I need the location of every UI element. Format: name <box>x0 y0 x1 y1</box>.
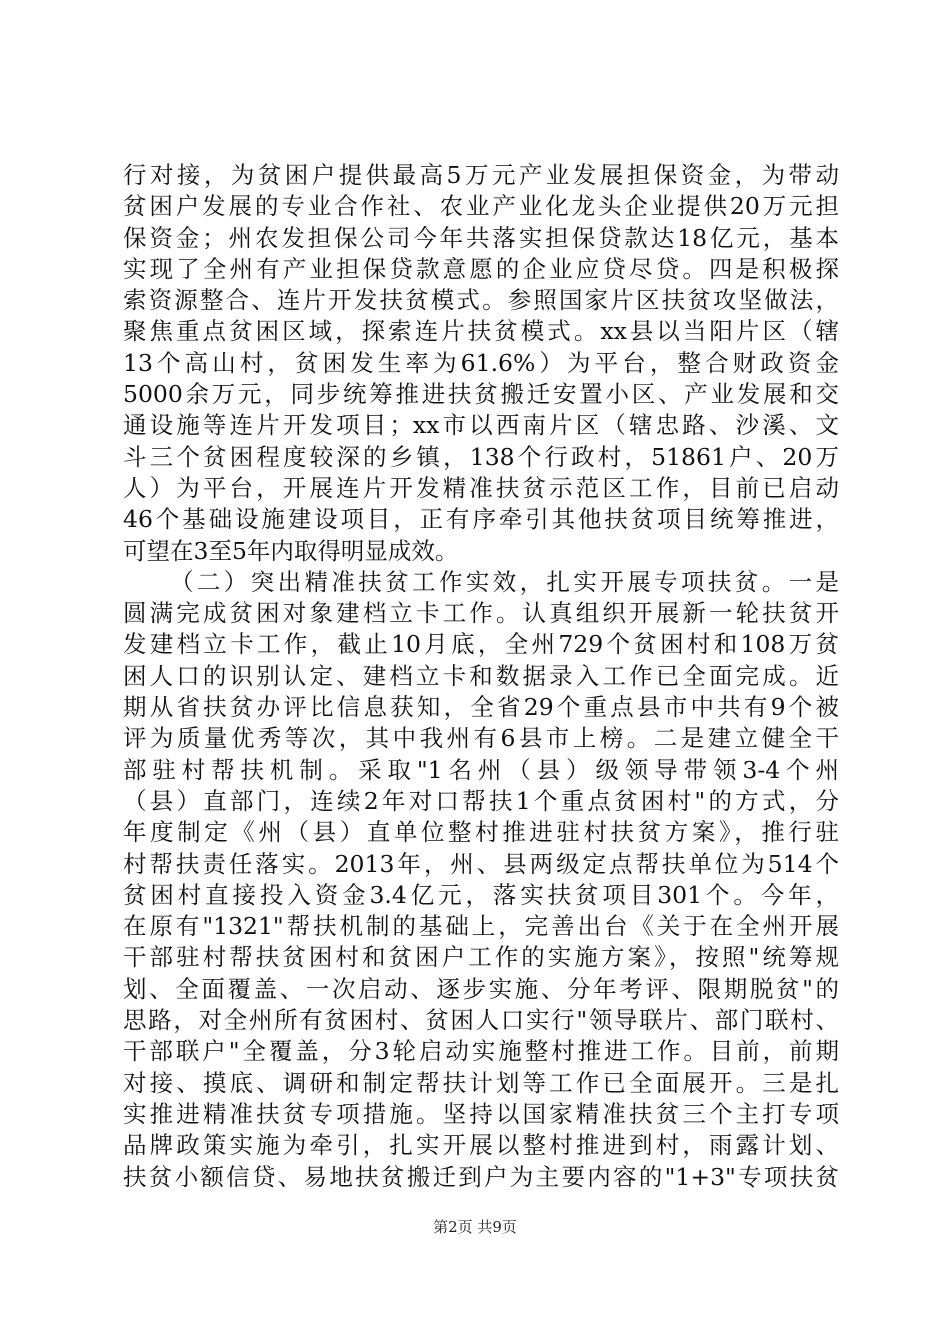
page-number: 第2页 共9页 <box>433 1218 517 1236</box>
text-line: 年度制定《州（县）直单位整村推进驻村扶贫方案》，推行驻 <box>123 818 839 847</box>
text-line: 聚焦重点贫困区域，探索连片扶贫模式。xx县以当阳片区（辖 <box>123 317 839 346</box>
text-line: 贫困村直接投入资金3.4亿元，落实扶贫项目301个。今年， <box>123 880 839 909</box>
text-line: 扶贫小额信贷、易地扶贫搬迁到户为主要内容的"1+3"专项扶贫 <box>123 1162 839 1191</box>
text-line: （二）突出精准扶贫工作实效，扎实开展专项扶贫。一是 <box>170 567 839 596</box>
text-line: 干部联户"全覆盖，分3轮启动实施整村推进工作。目前，前期 <box>123 1037 839 1066</box>
text-line: 13个高山村，贫困发生率为61.6%）为平台，整合财政资金 <box>123 348 839 377</box>
text-line: 实推进精准扶贫专项措施。坚持以国家精准扶贫三个主打专项 <box>123 1099 839 1128</box>
text-line: 划、全面覆盖、一次启动、逐步实施、分年考评、限期脱贫"的 <box>123 974 839 1003</box>
text-line: 行对接，为贫困户提供最高5万元产业发展担保资金，为带动 <box>123 161 839 189</box>
text-line: 困人口的识别认定、建档立卡和数据录入工作已全面完成。近 <box>123 661 839 690</box>
text-line: 斗三个贫困程度较深的乡镇，138个行政村，51861户、20万 <box>123 442 839 471</box>
text-line: （县）直部门，连续2年对口帮扶1个重点贫困村"的方式，分 <box>123 786 839 815</box>
text-line: 评为质量优秀等次，其中我州有6县市上榜。二是建立健全干 <box>123 724 839 753</box>
text-line: 思路，对全州所有贫困村、贫困人口实行"领导联片、部门联村、 <box>123 1006 839 1035</box>
text-line: 干部驻村帮扶贫困村和贫困户工作的实施方案》，按照"统筹规 <box>123 943 839 972</box>
text-line: 人）为平台，开展连片开发精准扶贫示范区工作，目前已启动 <box>123 473 839 502</box>
text-line: 索资源整合、连片开发扶贫模式。参照国家片区扶贫攻坚做法， <box>123 286 839 315</box>
text-line: 46个基础设施建设项目，正有序牵引其他扶贫项目统筹推进， <box>123 505 839 534</box>
text-line: 在原有"1321"帮扶机制的基础上，完善出台《关于在全州开展 <box>123 912 839 941</box>
text-line: 对接、摸底、调研和制定帮扶计划等工作已全面展开。三是扎 <box>123 1068 839 1097</box>
text-line: 期从省扶贫办评比信息获知，全省29个重点县市中共有9个被 <box>123 693 839 722</box>
text-line: 品牌政策实施为牵引，扎实开展以整村推进到村，雨露计划、 <box>123 1131 839 1160</box>
text-line: 发建档立卡工作，截止10月底，全州729个贫困村和108万贫 <box>123 630 839 659</box>
page-footer <box>0 1216 950 1237</box>
text-line: 保资金；州农发担保公司今年共落实担保贷款达18亿元，基本 <box>123 223 839 252</box>
text-line: 圆满完成贫困对象建档立卡工作。认真组织开展新一轮扶贫开 <box>123 599 839 628</box>
text-line: 村帮扶责任落实。2013年，州、县两级定点帮扶单位为514个 <box>123 849 839 878</box>
text-line: 5000余万元，同步统筹推进扶贫搬迁安置小区、产业发展和交 <box>123 380 839 409</box>
text-line: 部驻村帮扶机制。采取"1名州（县）级领导带领3-4个州 <box>123 755 839 784</box>
text-line: 实现了全州有产业担保贷款意愿的企业应贷尽贷。四是积极探 <box>123 254 839 283</box>
text-line: 通设施等连片开发项目；xx市以西南片区（辖忠路、沙溪、文 <box>123 411 839 440</box>
text-line: 可望在3至5年内取得明显成效。 <box>123 536 459 565</box>
text-line: 贫困户发展的专业合作社、农业产业化龙头企业提供20万元担 <box>123 192 839 221</box>
document-body <box>123 160 839 1193</box>
